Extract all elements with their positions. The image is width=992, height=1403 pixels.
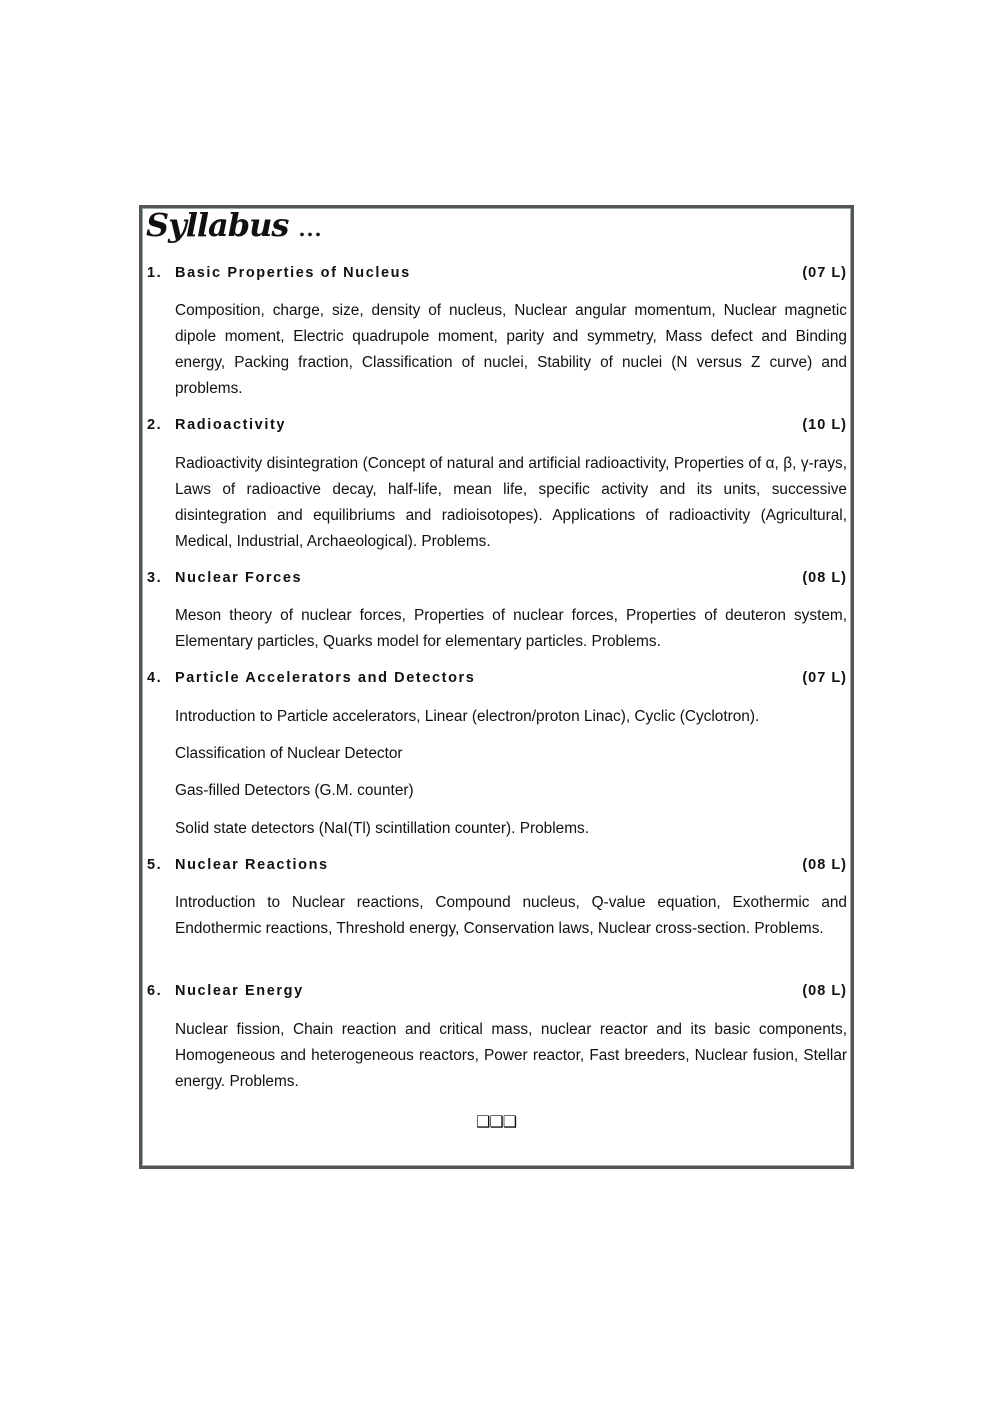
section-body: Radioactivity disintegration (Concept of natural and artificial radioactivity, Properties of α, β, γ-rays, Laws of radioactive decay, half-life, mean life, specific activity and its units, successive disintegration and equilibriums and radioisotopes). Applications of radioactivity (Agricultural, Medical, Industrial, Archaeological). Problems. xyxy=(175,455,847,550)
section-heading xyxy=(147,415,847,435)
section-heading xyxy=(147,263,847,283)
section-title: Nuclear Reactions xyxy=(175,857,329,873)
section-hours: (07 L) xyxy=(802,670,847,686)
section-hours: (08 L) xyxy=(802,983,847,999)
section-number: 5. xyxy=(147,857,163,873)
section-number: 3. xyxy=(147,570,163,586)
section-number: 1. xyxy=(147,265,163,281)
title-ellipsis: ... xyxy=(298,217,323,241)
section-heading xyxy=(147,568,847,588)
title-text: Syllabus xyxy=(146,206,289,244)
section-heading xyxy=(147,668,847,688)
section-title: Basic Properties of Nucleus xyxy=(175,265,411,281)
section-title: Nuclear Forces xyxy=(175,570,303,586)
section-hours: (07 L) xyxy=(802,265,847,281)
section-body: Nuclear fission, Chain reaction and critical mass, nuclear reactor and its basic components, Homogeneous and heterogeneous reactors, Power reactor, Fast breeders, Nuclear fusion, Stellar energy. Problems. xyxy=(175,1021,847,1090)
section-title: Particle Accelerators and Detectors xyxy=(175,670,476,686)
section-heading xyxy=(147,855,847,875)
section-hours: (08 L) xyxy=(802,857,847,873)
section-heading xyxy=(147,981,847,1001)
section-paragraph: Solid state detectors (NaI(Tl) scintillation counter). Problems. xyxy=(175,820,589,837)
section-number: 2. xyxy=(147,417,163,433)
section-body: Composition, charge, size, density of nucleus, Nuclear angular momentum, Nuclear magnetic dipole moment, Electric quadrupole moment, parity and symmetry, Mass defect and Binding energy, Packing fraction, Classification of nuclei, Stability of nuclei (N versus Z curve) and problems. xyxy=(175,302,847,397)
page-title xyxy=(146,206,322,244)
section-paragraph: Classification of Nuclear Detector xyxy=(175,745,403,762)
end-mark: ❑❑❑ xyxy=(476,1114,517,1131)
section-title: Radioactivity xyxy=(175,417,287,433)
section-paragraph: Gas-filled Detectors (G.M. counter) xyxy=(175,782,414,799)
section-hours: (10 L) xyxy=(802,417,847,433)
section-title: Nuclear Energy xyxy=(175,983,304,999)
section-hours: (08 L) xyxy=(802,570,847,586)
section-number: 6. xyxy=(147,983,163,999)
section-paragraph: Introduction to Particle accelerators, Linear (electron/proton Linac), Cyclic (Cyclotron). xyxy=(175,708,760,725)
section-number: 4. xyxy=(147,670,163,686)
section-body: Introduction to Nuclear reactions, Compound nucleus, Q-value equation, Exothermic and Endothermic reactions, Threshold energy, Conservation laws, Nuclear cross-section. Problems. xyxy=(175,894,847,937)
section-body: Meson theory of nuclear forces, Properties of nuclear forces, Properties of deuteron system, Elementary particles, Quarks model for elementary particles. Problems. xyxy=(175,607,847,650)
